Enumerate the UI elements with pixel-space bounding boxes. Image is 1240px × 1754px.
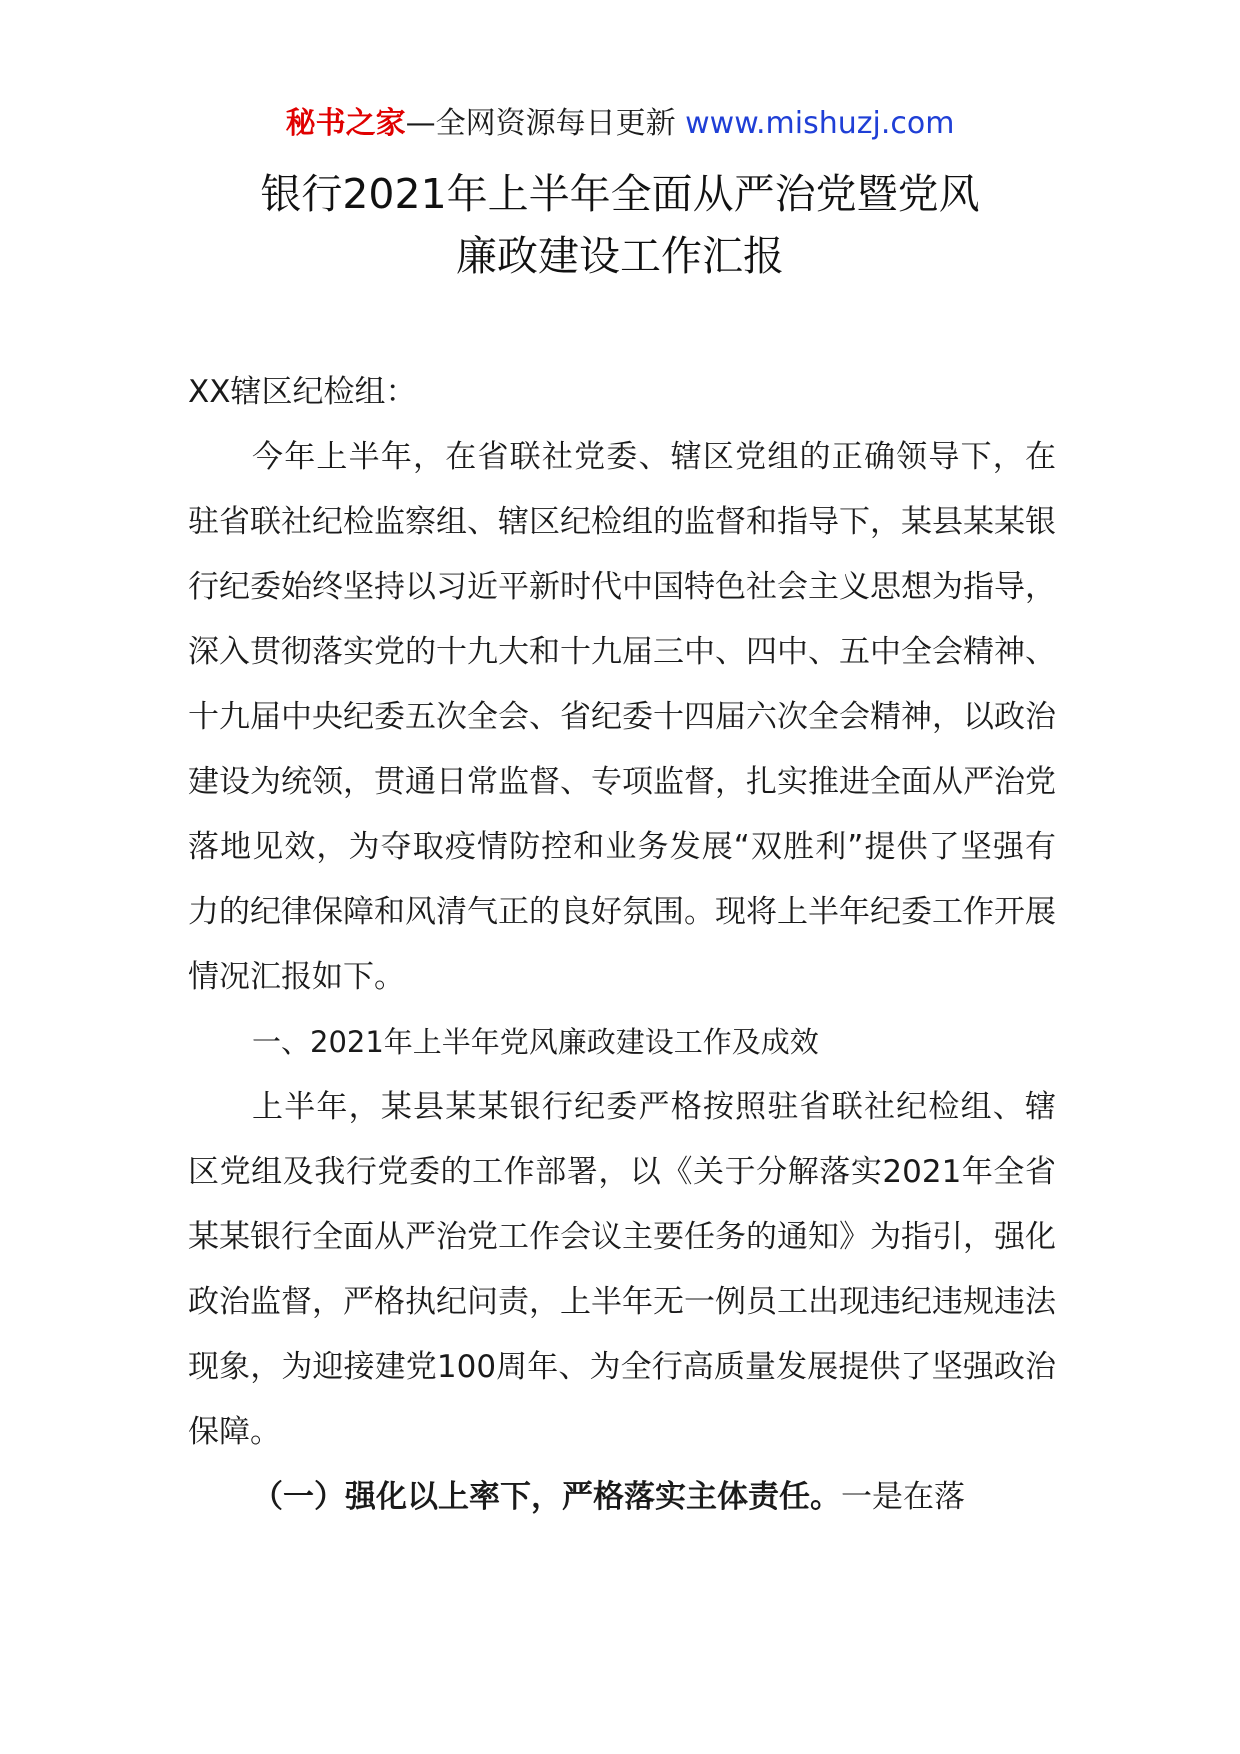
document-title [0,163,1240,287]
section-heading-1: 一、2021年上半年党风廉政建设工作及成效 [252,1025,819,1059]
intro-paragraph: 今年上半年，在省联社党委、辖区党组的正确领导下，在驻省联社纪检监察组、辖区纪检组的监督和指导下，某县某某银行纪委始终坚持以习近平新时代中国特色社会主义思想为指导，深入贯彻落实党的十九大和十九届三中、四中、五中全会精神、十九届中央纪委五次全会、省纪委十四届六次全会精神，以政治建设为统领，贯通日常监督、专项监督，扎实推进全面从严治党落地见效，为夺取疫情防控和业务发展“双胜利”提供了坚强有力的纪律保障和风清气正的良好氛围。现将上半年纪委工作开展情况汇报如下。 [188,439,1056,995]
watermark-url[interactable]: www.mishuzj.com [685,106,955,141]
title-line-2: 廉政建设工作汇报 [456,232,784,280]
section-1-paragraph: 上半年，某县某某银行纪委严格按照驻省联社纪检组、辖区党组及我行党委的工作部署，以《关于分解落实2021年全省某某银行全面从严治党工作会议主要任务的通知》为指引，强化政治监督，严格执纪问责，上半年无一例员工出现违纪违规违法现象，为迎接建党100周年、为全行高质量发展提供了坚强政治保障。 [188,1089,1056,1450]
subsection-1-heading: （一）强化以上率下，严格落实主体责任。 [252,1479,841,1515]
watermark-brand: 秘书之家 [285,106,406,141]
title-line-1: 银行2021年上半年全面从严治党暨党风 [260,170,980,218]
subsection-1-paragraph [188,1465,1056,1530]
subsection-1-text: 一是在落 [841,1479,965,1515]
watermark-header [0,104,1240,144]
salutation: XX辖区纪检组： [188,374,417,410]
watermark-tagline: —全网资源每日更新 [405,106,676,141]
document-body [188,360,1056,1530]
